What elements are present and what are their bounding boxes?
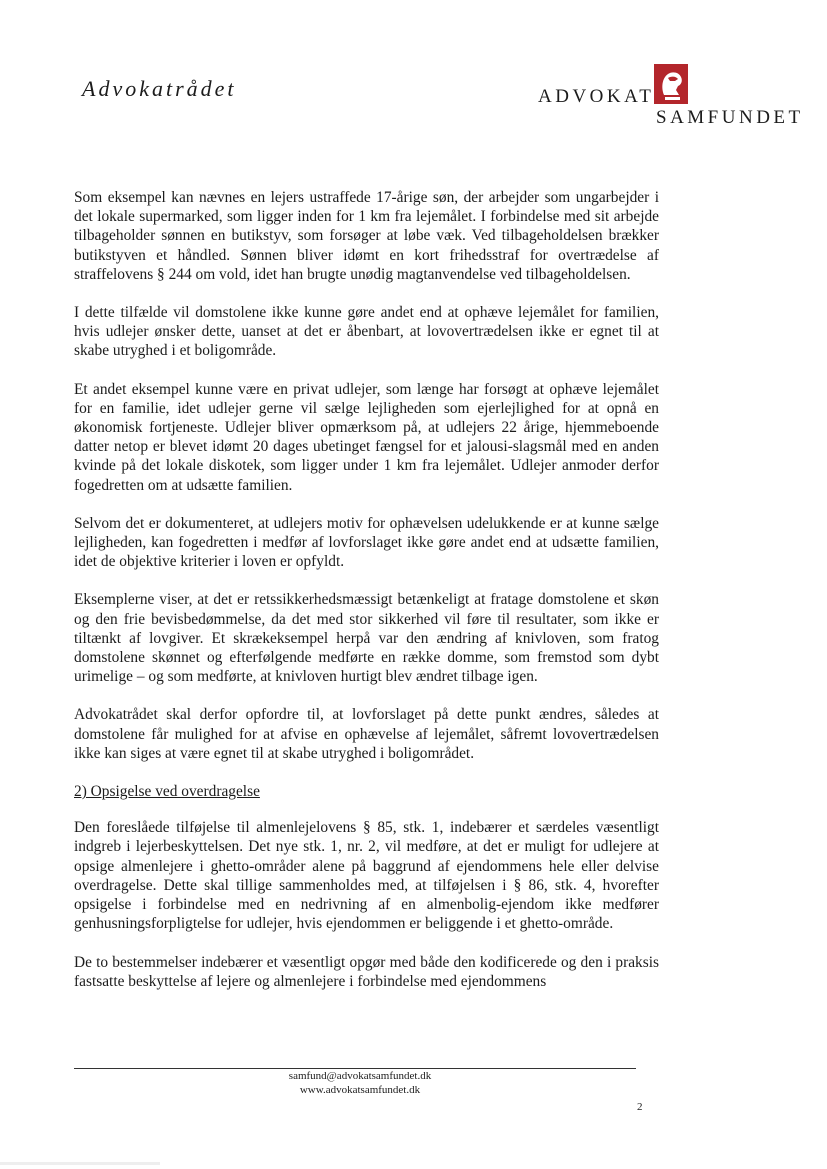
body-paragraph: Den foreslåede tilføjelse til almenlejelovens § 85, stk. 1, indebærer et særdeles væsentligt indgreb i lejerbeskyttelsen. Det nye stk. 1, nr. 2, vil medføre, at det er muligt for udlejere at opsige almenlejere i ghetto-områder alene på baggrund af ejendommens hele eller delvise overdragelse. Dette skal tillige sammenholdes med, at tilføjelsen i § 86, stk. 4, hvorefter opsigelse i forbindelse med en nedrivning af en almenbolig-ejendom ikke medfører genhusningsforpligtelse for udlejer, hvis ejendommen er beliggende i et ghetto-område.: [74, 819, 659, 933]
page-number: 2: [637, 1101, 643, 1113]
logo-word-samfundet: SAMFUNDET: [656, 107, 804, 128]
body-paragraph: Selvom det er dokumenteret, at udlejers motiv for ophævelsen udelukkende er at kunne sælge lejligheden, kan fogedretten i medfør af lovforslaget ikke gøre andet end at udsætte familien, idet de objektive kriterier i loven er opfyldt.: [74, 514, 659, 571]
council-name: Advokatrådet: [82, 76, 237, 101]
scan-artifact: [0, 1162, 160, 1165]
letter-body: [74, 188, 659, 1010]
section-heading: 2) Opsigelse ved overdragelse: [74, 783, 260, 801]
footer-website: www.advokatsamfundet.dk: [299, 1084, 421, 1096]
helmet-emblem-icon: [654, 64, 688, 104]
body-paragraph: Som eksempel kan nævnes en lejers ustraffede 17-årige søn, der arbejder som ungarbejder i det lokale supermarked, som ligger inden for 1 km fra lejemålet. I forbindelse med sit arbejde tilbageholder sønnen en butikstyv, som forsøger at løbe væk. Ved tilbageholdelsen brækker butikstyven et håndled. Sønnen bliver idømt en kort frihedsstraf for overtrædelse af straffelovens § 244 om vold, idet han brugte unødig magtanvendelse ved tilbageholdelsen.: [74, 189, 659, 283]
body-paragraph: Advokatrådet skal derfor opfordre til, at lovforslaget på dette punkt ændres, således at domstolene får mulighed for at afvise en ophævelse af lejemålet, såfremt lovovertrædelsen ikke kan siges at være egnet til at skabe utryghed i boligområdet.: [74, 706, 659, 762]
logo-word-advokat: ADVOKAT: [538, 86, 655, 107]
footer-divider: [74, 1068, 636, 1069]
advokatsamfundet-logo: [538, 64, 808, 134]
body-paragraph: I dette tilfælde vil domstolene ikke kunne gøre andet end at ophæve lejemålet for familien, hvis udlejer ønsker dette, uanset at det er åbenbart, at lovovertrædelsen ikke er egnet til at skabe utryghed i et boligområde.: [74, 304, 659, 360]
body-paragraph: Et andet eksempel kunne være en privat udlejer, som længe har forsøgt at ophæve lejemålet for en familie, idet udlejer gerne vil sælge lejligheden som ejerlejlighed for at opnå en økonomisk fortjeneste. Udlejer bliver opmærksom på, at udlejers 22 årige, hjemmeboende datter netop er blevet idømt 20 dages ubetinget fængsel for et jalousi-slagsmål med en anden kvinde på det lokale diskotek, som ligger under 1 km fra lejemålet. Udlejer anmoder derfor fogedretten om at udsætte familien.: [74, 380, 659, 494]
body-paragraph: Eksemplerne viser, at det er retssikkerhedsmæssigt betænkeligt at fratage domstolene et skøn og den frie bevisbedømmelse, da det med stor sikkerhed vil føre til resultater, som ikke er tiltænkt af lovgiver. Et skrækeksempel herpå var den ændring af knivloven, som fratog domstolene skønnet og efterfølgende medførte en række domme, som fremstod som dybt urimelige – og som medførte, at knivloven hurtigt blev ændret tilbage igen.: [74, 591, 659, 686]
footer-email: samfund@advokatsamfundet.dk: [288, 1070, 432, 1082]
body-paragraph: De to bestemmelser indebærer et væsentligt opgør med både den kodificerede og den i praksis fastsatte beskyttelse af lejere og almenlejere i forbindelse med ejendommens: [74, 953, 659, 990]
